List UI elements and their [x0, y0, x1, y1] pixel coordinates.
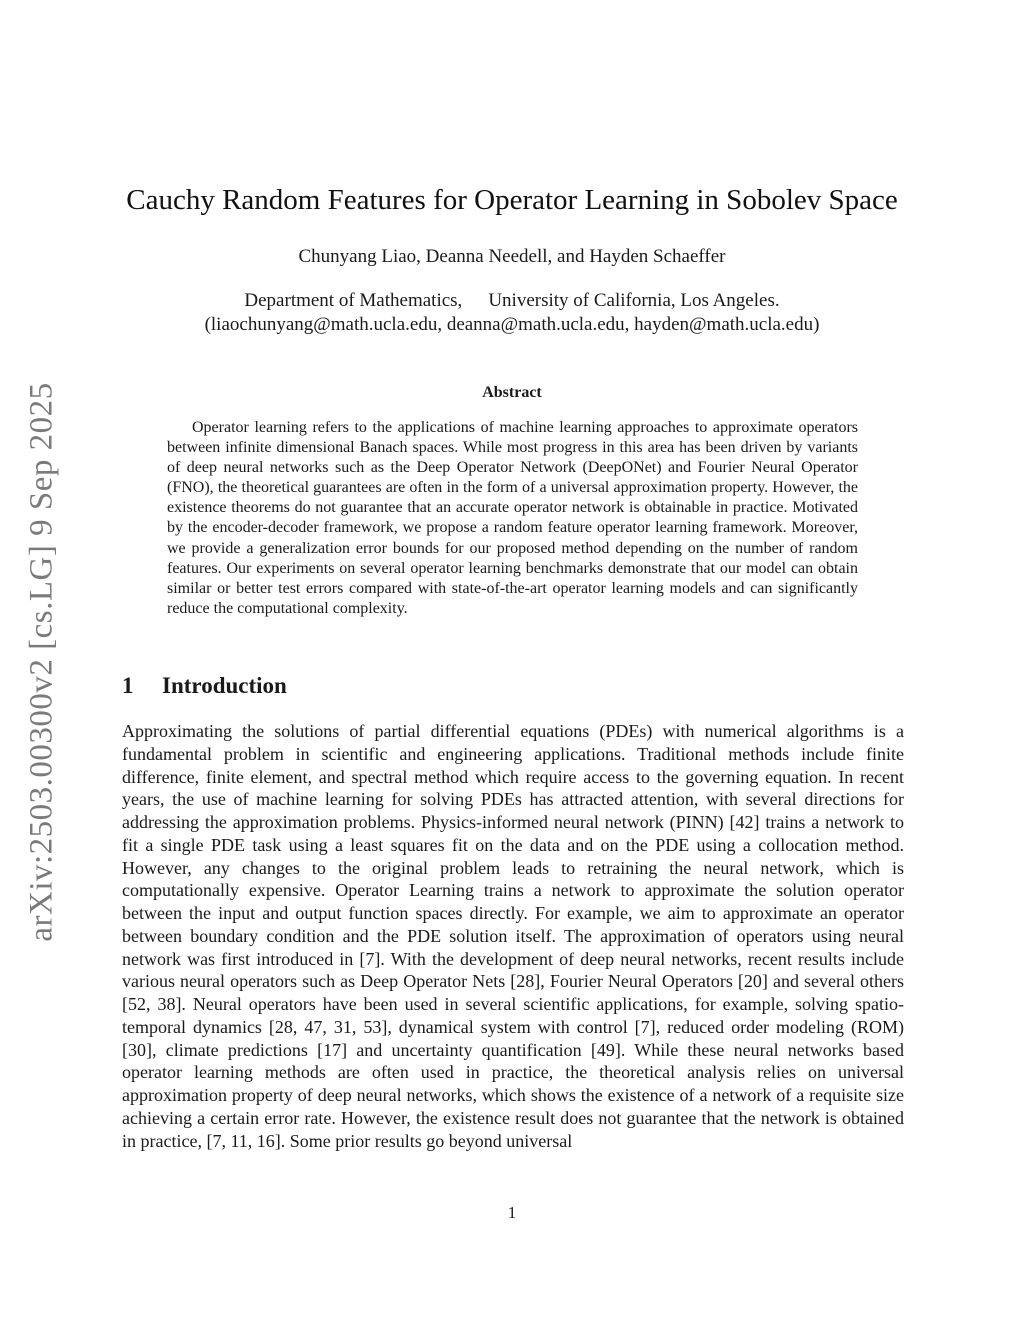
arxiv-identifier-stamp: arXiv:2503.00300v2 [cs.LG] 9 Sep 2025 — [23, 382, 60, 942]
university: University of California, Los Angeles. — [488, 290, 780, 311]
section-title: Introduction — [162, 673, 287, 698]
department: Department of Mathematics, — [244, 290, 463, 311]
author-list: Chunyang Liao, Deanna Needell, and Hayden Schaeffer — [298, 246, 726, 267]
paper-title: Cauchy Random Features for Operator Learning in Sobolev Space — [126, 184, 898, 216]
affiliation-block — [0, 289, 1024, 337]
section-number: 1 — [122, 673, 134, 698]
affiliation-line — [0, 289, 1024, 313]
abstract-heading: Abstract — [482, 384, 542, 401]
abstract-text: Operator learning refers to the applications of machine learning approaches to approximate operators between infinite dimensional Banach spaces. While most progress in this area has been driven by variants of deep neural networks such as the Deep Operator Network (DeepONet) and Fourier Neural Operator (FNO), the theoretical guarantees are often in the form of a universal approximation property. However, the existence theorems do not guarantee that an accurate operator network is obtainable in practice. Motivated by the encoder-decoder framework, we propose a random feature operator learning framework. Moreover, we provide a generalization error bounds for our proposed method depending on the number of random features. Our experiments on several operator learning benchmarks demonstrate that our model can obtain similar or better test errors compared with state-of-the-art operator learning models and can significantly reduce the computational complexity. — [167, 419, 858, 617]
author-emails: (liaochunyang@math.ucla.edu, deanna@math.ucla.edu, hayden@math.ucla.edu) — [204, 314, 820, 335]
introduction-paragraph: Approximating the solutions of partial differential equations (PDEs) with numerical algorithms is a fundamental problem in scientific and engineering applications. Traditional methods include finite difference, finite element, and spectral method which require access to the governing equation. In recent years, the use of machine learning for solving PDEs has attracted attention, with several directions for addressing the approximation problems. Physics-informed neural network (PINN) [42] trains a network to fit a single PDE task using a least squares fit on the data and on the PDE using a collocation method. However, any changes to the original problem leads to retraining the neural network, which is computationally expensive. Operator Learning trains a network to approximate the solution operator between the input and output function spaces directly. For example, we aim to approximate an operator between boundary condition and the PDE solution itself. The approximation of operators using neural network was first introduced in [7]. With the development of deep neural networks, recent results include various neural operators such as Deep Operator Nets [28], Fourier Neural Operators [20] and several others [52, 38]. Neural operators have been used in several scientific applications, for example, solving spatio-temporal dynamics [28, 47, 31, 53], dynamical system with control [7], reduced order modeling (ROM) [30], climate predictions [17] and uncertainty quantification [49]. While these neural networks based operator learning methods are often used in practice, the theoretical analysis relies on universal approximation property of deep neural networks, which shows the existence of a network of a requisite size achieving a certain error rate. However, the existence result does not guarantee that the network is obtained in practice, [7, 11, 16]. Some prior results go beyond universal — [122, 721, 904, 1151]
page-number: 1 — [507, 1203, 517, 1222]
section-heading — [122, 673, 287, 699]
